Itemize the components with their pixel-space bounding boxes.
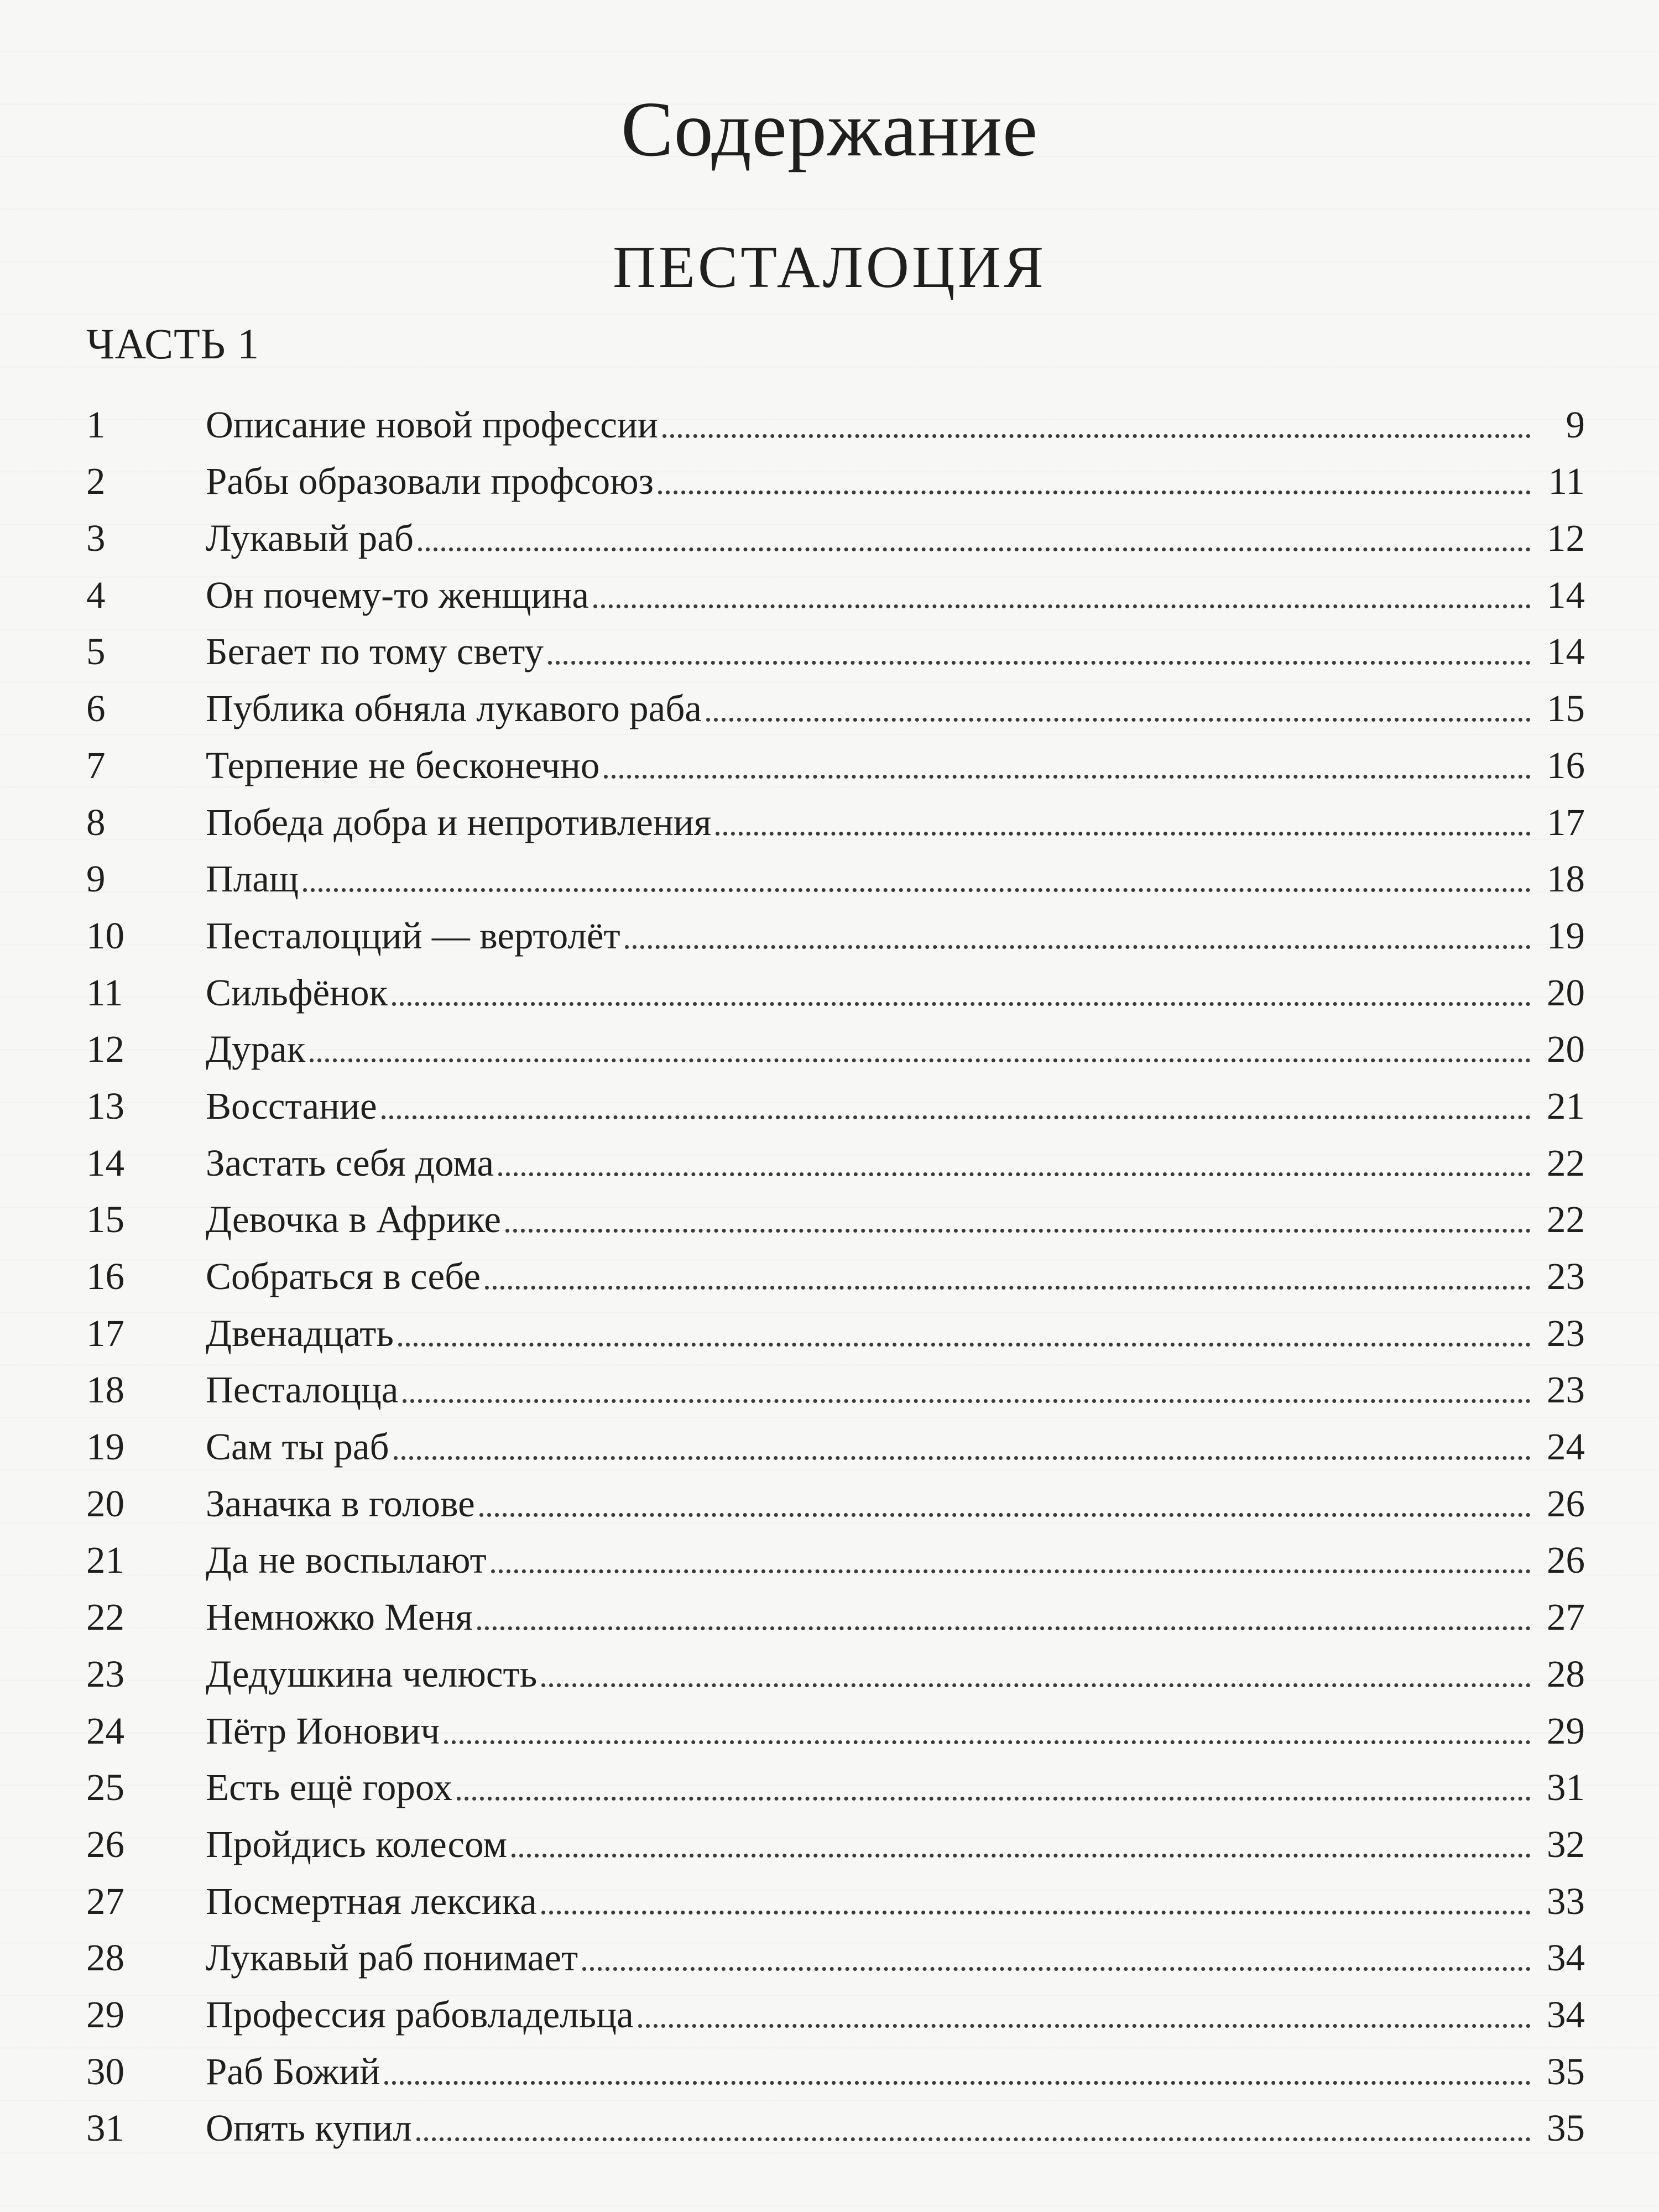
chapter-number: 17 bbox=[86, 1312, 124, 1354]
dot-leader bbox=[384, 2081, 1531, 2085]
chapter-title: Бегает по тому свету bbox=[206, 630, 544, 673]
chapter-title: Песталоцца bbox=[206, 1369, 399, 1411]
chapter-number: 3 bbox=[86, 517, 106, 560]
chapter-title: Сам ты раб bbox=[206, 1426, 389, 1468]
dot-leader bbox=[392, 1002, 1531, 1006]
page-number: 34 bbox=[1547, 1993, 1585, 2036]
page-number: 32 bbox=[1547, 1823, 1585, 1865]
chapter-title: Победа добра и непротивления bbox=[206, 801, 712, 843]
chapter-title: Профессия рабовладельца bbox=[206, 1993, 634, 2036]
chapter-number: 13 bbox=[86, 1084, 124, 1127]
page-number: 22 bbox=[1547, 1141, 1585, 1184]
page-number: 12 bbox=[1547, 517, 1585, 560]
chapter-title: Пройдись колесом bbox=[206, 1823, 507, 1865]
chapter-number: 22 bbox=[86, 1596, 124, 1639]
chapter-number: 21 bbox=[86, 1539, 124, 1582]
page-number: 34 bbox=[1547, 1937, 1585, 1979]
chapter-title: Терпение не бесконечно bbox=[206, 744, 600, 786]
dot-leader bbox=[662, 434, 1531, 438]
page-number: 33 bbox=[1547, 1880, 1585, 1922]
chapter-title: Есть ещё горох bbox=[206, 1766, 453, 1809]
chapter-title: Лукавый раб понимает bbox=[206, 1937, 578, 1979]
toc-row bbox=[86, 671, 1585, 728]
toc-row bbox=[86, 1409, 1585, 1466]
chapter-title: Застать себя дома bbox=[206, 1141, 494, 1184]
toc-row bbox=[86, 500, 1585, 560]
toc-row bbox=[86, 1579, 1585, 1639]
page-number: 16 bbox=[1547, 744, 1585, 786]
dot-leader bbox=[491, 1569, 1531, 1573]
chapter-number: 1 bbox=[86, 403, 106, 446]
toc-row bbox=[86, 1977, 1585, 2034]
page-number: 31 bbox=[1547, 1766, 1585, 1809]
toc-row bbox=[86, 1353, 1585, 1410]
chapter-title: Заначка в голове bbox=[206, 1482, 475, 1525]
dot-leader bbox=[658, 491, 1531, 494]
chapter-number: 7 bbox=[86, 744, 106, 786]
dot-leader bbox=[416, 2137, 1531, 2141]
chapter-number: 16 bbox=[86, 1255, 124, 1297]
toc-row bbox=[86, 1864, 1585, 1921]
chapter-number: 6 bbox=[86, 687, 106, 730]
toc-row bbox=[86, 2091, 1585, 2148]
chapter-number: 19 bbox=[86, 1426, 124, 1468]
page-title: Содержание bbox=[620, 85, 1039, 173]
dot-leader bbox=[716, 832, 1531, 836]
toc-row bbox=[86, 898, 1585, 955]
chapter-title: Песталоцций — вертолёт bbox=[206, 914, 620, 957]
chapter-title: Девочка в Африке bbox=[206, 1198, 502, 1241]
chapter-number: 28 bbox=[86, 1937, 124, 1979]
chapter-title: Описание новой профессии bbox=[206, 403, 658, 446]
chapter-title: Лукавый раб bbox=[206, 517, 414, 560]
chapter-title: Плащ bbox=[206, 858, 299, 900]
dot-leader bbox=[310, 1058, 1531, 1062]
toc-row bbox=[86, 1296, 1585, 1353]
chapter-number: 12 bbox=[86, 1028, 124, 1071]
dot-leader bbox=[706, 718, 1531, 722]
chapter-number: 26 bbox=[86, 1823, 124, 1865]
chapter-title: Немножко Меня bbox=[206, 1596, 473, 1639]
chapter-number: 10 bbox=[86, 914, 124, 957]
page-number: 26 bbox=[1547, 1539, 1585, 1582]
toc-row bbox=[86, 1125, 1585, 1182]
toc-row bbox=[86, 1921, 1585, 1978]
chapter-title: Дурак bbox=[206, 1028, 306, 1071]
dot-leader bbox=[457, 1797, 1531, 1801]
chapter-number: 25 bbox=[86, 1766, 124, 1809]
dot-leader bbox=[382, 1115, 1531, 1119]
dot-leader bbox=[403, 1399, 1531, 1403]
toc-row bbox=[86, 614, 1585, 671]
dot-leader bbox=[582, 1967, 1531, 1971]
page-number: 29 bbox=[1547, 1709, 1585, 1752]
dot-leader bbox=[625, 945, 1531, 949]
dot-leader bbox=[477, 1626, 1531, 1630]
chapter-title: Рабы образовали профсоюз bbox=[206, 460, 654, 503]
toc-row bbox=[86, 1068, 1585, 1125]
toc-row bbox=[86, 955, 1585, 1012]
page-number: 26 bbox=[1547, 1482, 1585, 1525]
page-number: 20 bbox=[1547, 1028, 1585, 1071]
toc-row bbox=[86, 1239, 1585, 1296]
toc-row bbox=[86, 785, 1585, 842]
chapter-title: Посмертная лексика bbox=[206, 1880, 537, 1922]
chapter-title: Публика обняла лукавого раба bbox=[206, 687, 702, 730]
page-number: 11 bbox=[1548, 460, 1585, 503]
dot-leader bbox=[593, 604, 1531, 608]
dot-leader bbox=[548, 661, 1531, 665]
chapter-number: 9 bbox=[86, 858, 106, 900]
part-title: ЧАСТЬ 1 bbox=[86, 320, 260, 368]
dot-leader bbox=[541, 1683, 1531, 1687]
chapter-title: Дедушкина челюсть bbox=[206, 1652, 538, 1695]
page-number: 21 bbox=[1547, 1084, 1585, 1127]
chapter-number: 18 bbox=[86, 1369, 124, 1411]
table-of-contents bbox=[86, 387, 1585, 2150]
toc-row bbox=[86, 1523, 1585, 1580]
chapter-number: 31 bbox=[86, 2107, 124, 2150]
chapter-number: 23 bbox=[86, 1652, 124, 1695]
toc-row bbox=[86, 1182, 1585, 1239]
dot-leader bbox=[303, 888, 1531, 892]
toc-row bbox=[86, 2034, 1585, 2091]
dot-leader bbox=[418, 547, 1531, 551]
page-number: 35 bbox=[1547, 2050, 1585, 2093]
page-number: 28 bbox=[1547, 1652, 1585, 1695]
toc-row bbox=[86, 842, 1585, 899]
toc-row bbox=[86, 1636, 1585, 1693]
chapter-number: 30 bbox=[86, 2050, 124, 2093]
dot-leader bbox=[398, 1343, 1531, 1347]
chapter-title: Он почему-то женщина bbox=[206, 573, 589, 616]
toc-row bbox=[86, 1466, 1585, 1523]
chapter-title: Пётр Ионович bbox=[206, 1709, 440, 1752]
chapter-title: Раб Божий bbox=[206, 2050, 380, 2093]
chapter-number: 2 bbox=[86, 460, 106, 503]
dot-leader bbox=[505, 1229, 1531, 1233]
chapter-number: 5 bbox=[86, 630, 106, 673]
dot-leader bbox=[485, 1286, 1531, 1290]
chapter-title: Сильфёнок bbox=[206, 971, 388, 1014]
chapter-number: 14 bbox=[86, 1141, 124, 1184]
chapter-number: 11 bbox=[86, 971, 123, 1014]
toc-row bbox=[86, 557, 1585, 614]
page-number: 9 bbox=[1566, 403, 1585, 446]
dot-leader bbox=[604, 775, 1531, 779]
page-number: 20 bbox=[1547, 971, 1585, 1014]
dot-leader bbox=[541, 1911, 1531, 1914]
dot-leader bbox=[394, 1456, 1531, 1460]
toc-row bbox=[86, 1012, 1585, 1069]
page-number: 14 bbox=[1547, 630, 1585, 673]
page-number: 24 bbox=[1547, 1426, 1585, 1468]
chapter-title: Двенадцать bbox=[206, 1312, 394, 1354]
page-number: 22 bbox=[1547, 1198, 1585, 1241]
page-number: 18 bbox=[1547, 858, 1585, 900]
section-title: ПЕСТАЛОЦИЯ bbox=[613, 234, 1046, 300]
page-number: 35 bbox=[1547, 2107, 1585, 2150]
chapter-number: 20 bbox=[86, 1482, 124, 1525]
chapter-number: 24 bbox=[86, 1709, 124, 1752]
page-number: 23 bbox=[1547, 1255, 1585, 1297]
page-number: 15 bbox=[1547, 687, 1585, 730]
page-number: 19 bbox=[1547, 914, 1585, 957]
toc-row bbox=[86, 387, 1585, 444]
toc-row bbox=[86, 1807, 1585, 1864]
chapter-title: Да не воспылают bbox=[206, 1539, 487, 1582]
chapter-title: Опять купил bbox=[206, 2107, 412, 2150]
dot-leader bbox=[512, 1854, 1531, 1858]
page-number: 14 bbox=[1547, 573, 1585, 616]
toc-row bbox=[86, 1693, 1585, 1750]
chapter-title: Собраться в себе bbox=[206, 1255, 481, 1297]
chapter-title: Восстание bbox=[206, 1084, 377, 1127]
toc-row bbox=[86, 1750, 1585, 1807]
dot-leader bbox=[638, 2024, 1531, 2028]
chapter-number: 29 bbox=[86, 1993, 124, 2036]
chapter-number: 15 bbox=[86, 1198, 124, 1241]
page-number: 27 bbox=[1547, 1596, 1585, 1639]
dot-leader bbox=[498, 1172, 1531, 1176]
page-number: 23 bbox=[1547, 1369, 1585, 1411]
toc-row bbox=[86, 444, 1585, 501]
chapter-number: 27 bbox=[86, 1880, 124, 1922]
dot-leader bbox=[479, 1513, 1531, 1517]
toc-row bbox=[86, 728, 1585, 785]
chapter-number: 4 bbox=[86, 573, 106, 616]
page-number: 17 bbox=[1547, 801, 1585, 843]
page-number: 23 bbox=[1547, 1312, 1585, 1354]
chapter-number: 8 bbox=[86, 801, 106, 843]
dot-leader bbox=[444, 1740, 1531, 1744]
